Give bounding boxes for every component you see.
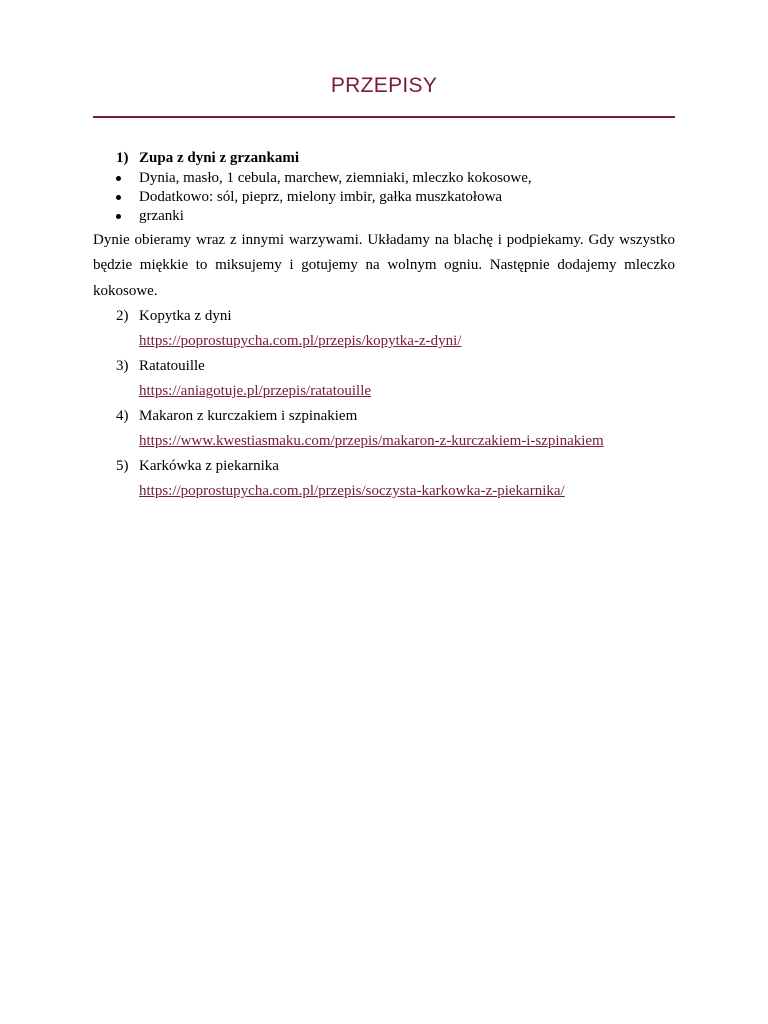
recipe-item	[93, 304, 675, 329]
bullet-icon	[116, 214, 121, 219]
recipe-item	[93, 354, 675, 379]
recipe-number: 4)	[116, 408, 129, 425]
document-body	[93, 147, 675, 504]
recipe-item	[93, 404, 675, 429]
bullet-icon	[116, 195, 121, 200]
ingredient-text: grzanki	[139, 208, 184, 224]
recipe-number: 2)	[116, 308, 129, 325]
recipe-item	[93, 454, 675, 479]
recipe-name: Kopytka z dyni	[139, 308, 232, 325]
recipe-link-line	[93, 479, 675, 504]
recipe-link-line	[93, 429, 675, 454]
ingredient-text: Dodatkowo: sól, pieprz, mielony imbir, gałka muszkatołowa	[139, 189, 503, 205]
recipe-link[interactable]: https://aniagotuje.pl/przepis/ratatouille	[139, 383, 372, 400]
recipe-number: 1)	[116, 150, 129, 166]
ingredient-item	[93, 188, 675, 207]
ingredient-text: Dynia, masło, 1 cebula, marchew, ziemniaki, mleczko kokosowe,	[139, 170, 532, 186]
ingredient-list	[93, 169, 675, 226]
recipe-name: Makaron z kurczakiem i szpinakiem	[139, 408, 358, 425]
recipe-name: Karkówka z piekarnika	[139, 458, 279, 475]
recipe-link[interactable]: https://poprostupycha.com.pl/przepis/kopytka-z-dyni/	[139, 333, 462, 350]
recipe-name: Zupa z dyni z grzankami	[139, 150, 300, 166]
recipe-instructions: Dynie obieramy wraz z innymi warzywami. Układamy na blachę i podpiekamy. Gdy wszystko będzie miękkie to miksujemy i gotujemy na wolnym ogniu. Następnie dodajemy mleczko kokosowe.	[93, 232, 675, 299]
recipe-number: 5)	[116, 458, 129, 475]
recipe-link-line	[93, 329, 675, 354]
recipe-heading	[93, 147, 675, 169]
recipe-number: 3)	[116, 358, 129, 375]
recipe-link[interactable]: https://www.kwestiasmaku.com/przepis/makaron-z-kurczakiem-i-szpinakiem	[139, 433, 604, 450]
title-divider	[93, 116, 675, 118]
recipe-link[interactable]: https://poprostupycha.com.pl/przepis/soczysta-karkowka-z-piekarnika/	[139, 483, 565, 500]
bullet-icon	[116, 176, 121, 181]
recipe-name: Ratatouille	[139, 358, 205, 375]
page-title: PRZEPISY	[330, 74, 438, 97]
recipe-link-line	[93, 379, 675, 404]
ingredient-item	[93, 169, 675, 188]
ingredient-item	[93, 207, 675, 226]
